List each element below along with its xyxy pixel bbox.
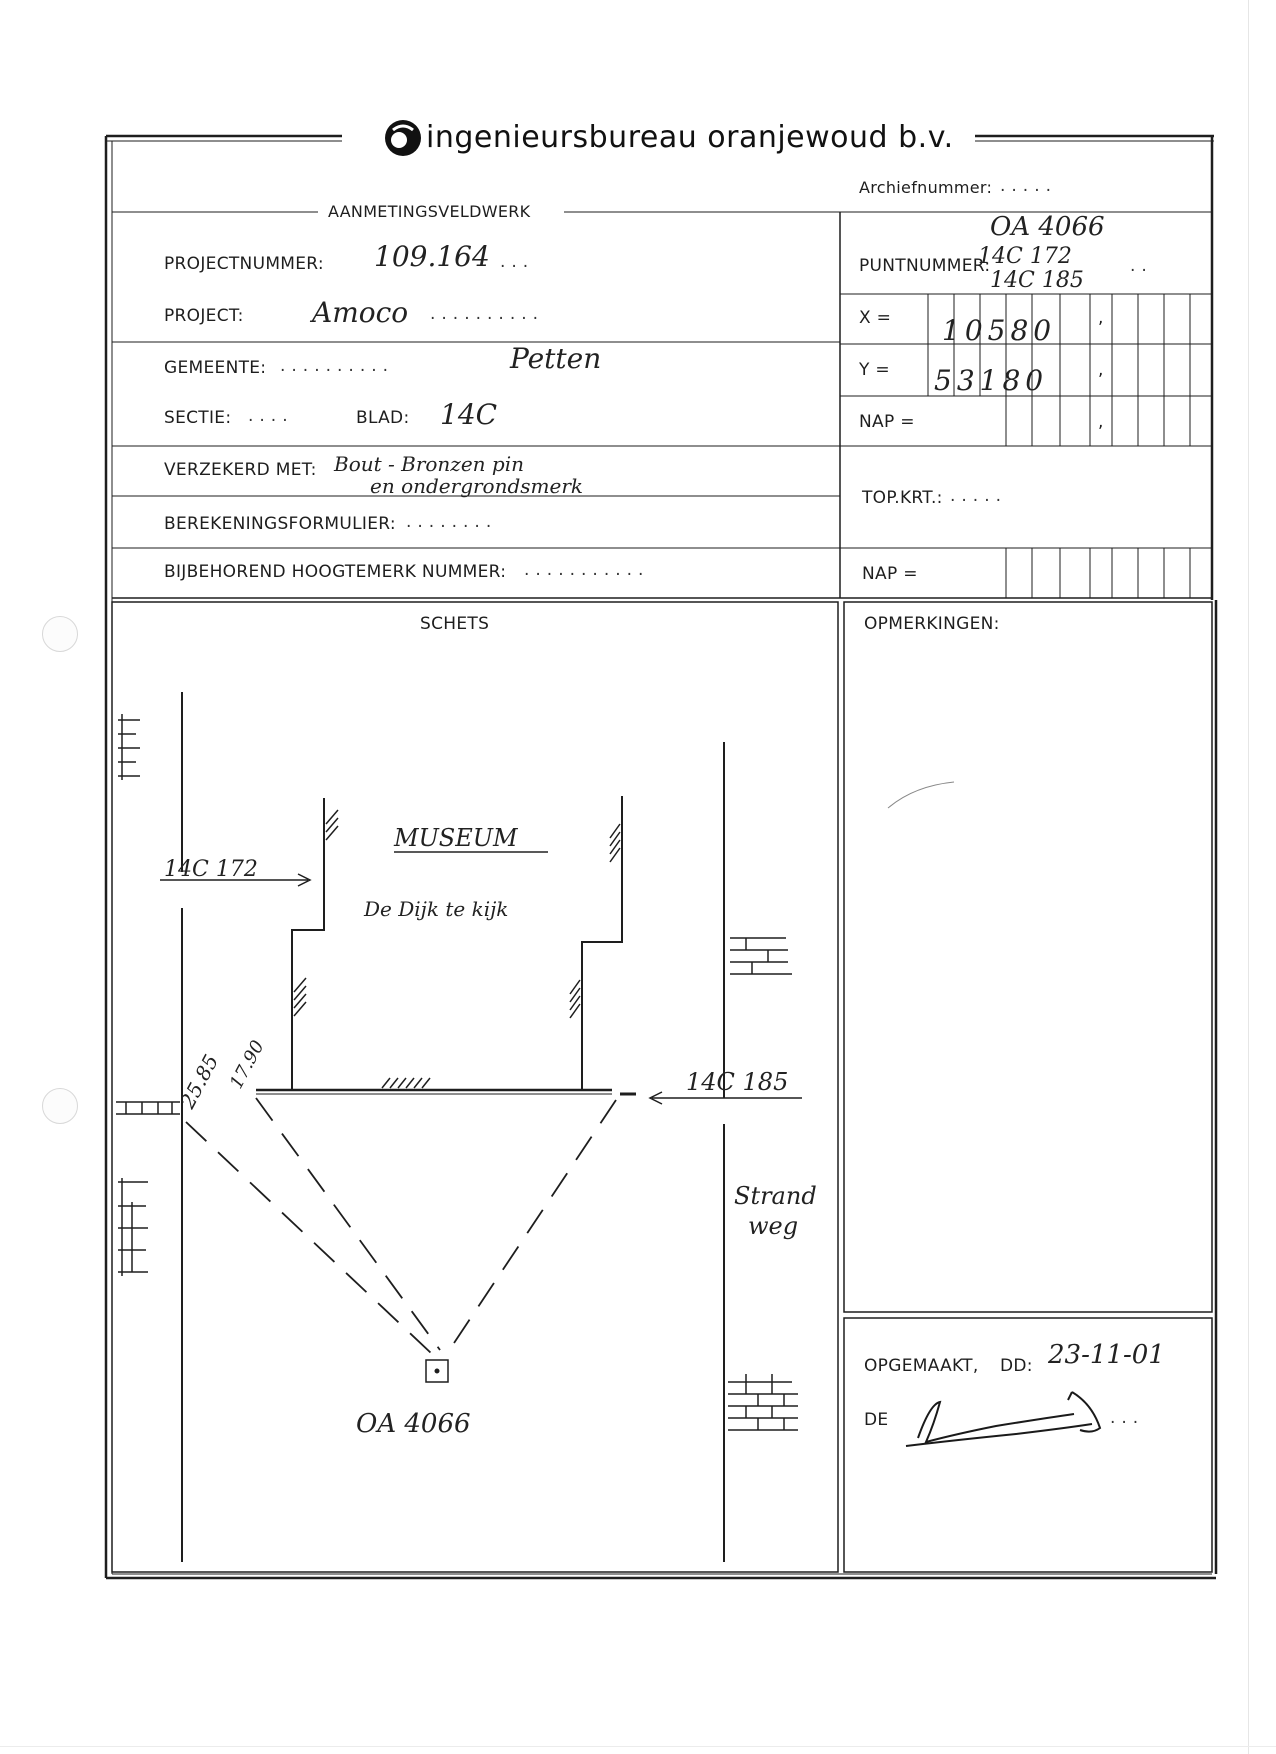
puntnummer-dots: ..	[1130, 256, 1153, 276]
verzekerd-label: VERZEKERD MET:	[164, 460, 317, 480]
dashed-lines	[186, 1098, 616, 1354]
gemeente-dots: ..........	[280, 356, 395, 376]
puntnummer-value-3: 14C 185	[990, 268, 1084, 293]
x-comma: ,	[1098, 308, 1104, 328]
left-ticks-top	[118, 714, 140, 780]
museum-label: MUSEUM	[394, 824, 518, 852]
blad-value: 14C	[440, 398, 498, 431]
x-value: 10580	[942, 314, 1057, 347]
distance-2: 17.90	[225, 1036, 269, 1093]
right-brick-bottom	[728, 1374, 798, 1430]
blad-label: BLAD:	[356, 408, 410, 428]
sectie-label: SECTIE:	[164, 408, 232, 428]
sectie-dots: ....	[248, 406, 294, 426]
remarks-title: OPMERKINGEN:	[864, 614, 1000, 634]
verzekerd-value-line1: Bout - Bronzen pin	[334, 452, 524, 476]
company-logo-icon	[383, 118, 423, 158]
berekening-label: BEREKENINGSFORMULIER:	[164, 514, 396, 534]
project-label: PROJECT:	[164, 306, 244, 326]
gemeente-label: GEMEENTE:	[164, 358, 267, 378]
road-name-line2: weg	[748, 1212, 799, 1240]
hoogtemerk-label: BIJBEHOREND HOOGTEMERK NUMMER:	[164, 562, 507, 582]
y-comma: ,	[1098, 360, 1104, 380]
nap2-label: NAP =	[862, 564, 918, 584]
signature-dots: ...	[1110, 1408, 1145, 1428]
section-title: AANMETINGSVELDWERK	[324, 202, 534, 221]
signature-icon	[896, 1384, 1126, 1454]
hoogtemerk-dots: ...........	[524, 560, 650, 580]
topkrt-label: TOP.KRT.:	[862, 488, 943, 508]
y-value: 53180	[934, 364, 1049, 397]
project-dots: ..........	[430, 304, 545, 324]
distance-1: 25.85	[175, 1050, 224, 1113]
date-value: 23-11-01	[1048, 1340, 1165, 1370]
nap-comma: ,	[1098, 412, 1104, 432]
topkrt-dots: .....	[950, 486, 1008, 506]
museum-wall-right	[582, 796, 622, 1090]
projectnummer-value: 109.164	[374, 240, 490, 273]
sketch-title: SCHETS	[420, 614, 490, 634]
projectnummer-label: PROJECTNUMMER:	[164, 254, 324, 274]
x-label: X =	[859, 308, 892, 328]
left-ticks-bottom	[118, 1178, 148, 1276]
left-fence	[116, 1102, 180, 1114]
right-brick-top	[730, 938, 792, 974]
archive-dots: .....	[1000, 176, 1058, 196]
archive-label: Archiefnummer:	[859, 178, 993, 197]
puntnummer-value-2: 14C 172	[978, 244, 1072, 269]
puntnummer-label: PUNTNUMMER:	[859, 256, 991, 276]
de-label: DE	[864, 1410, 889, 1430]
museum-name: De Dijk te kijk	[364, 897, 509, 921]
point-right-label: 14C 185	[686, 1068, 789, 1096]
berekening-dots: ........	[406, 512, 498, 532]
opgemaakt-label: OPGEMAAKT,	[864, 1356, 979, 1376]
site-sketch	[112, 602, 838, 1572]
road-name-line1: Strand	[734, 1182, 817, 1210]
company-name: ingenieursbureau oranjewoud b.v.	[426, 120, 954, 155]
stray-pen-mark	[884, 776, 964, 816]
dd-label: DD:	[1000, 1356, 1033, 1376]
nap-label: NAP =	[859, 412, 915, 432]
point-bottom-label: OA 4066	[356, 1409, 471, 1439]
museum-wall-left	[292, 798, 324, 1090]
verzekerd-value-line2: en ondergrondsmerk	[370, 474, 584, 498]
oa4066-center	[436, 1370, 439, 1373]
project-value: Amoco	[312, 296, 409, 329]
y-label: Y =	[859, 360, 890, 380]
puntnummer-value-1: OA 4066	[990, 212, 1105, 242]
gemeente-value: Petten	[510, 342, 602, 375]
projectnummer-dots: ...	[500, 252, 535, 272]
point-left-label: 14C 172	[164, 857, 258, 882]
